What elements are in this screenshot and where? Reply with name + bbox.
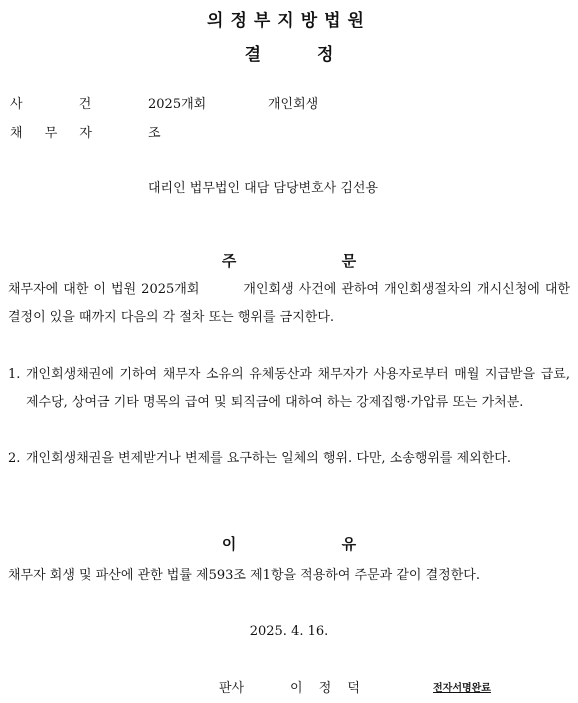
judge-title: 판사 — [219, 681, 245, 696]
document-title: 결정 — [244, 45, 390, 65]
legal-agent: 대리인 법무법인 대담 담당변호사 김선용 — [148, 181, 379, 196]
order-item-2 — [8, 445, 570, 473]
order-item-text: 개인회생채권에 기하여 채무자 소유의 유체동산과 채무자가 사용자로부터 매월 지급받을 급료, 제수당, 상여금 기타 명목의 급여 및 퇴직금에 대하여 하는 강제집행·가압류 또는 가처분. — [26, 367, 570, 410]
judge-name: 이 정 덕 — [290, 681, 360, 696]
case-number: 2025개회 — [148, 97, 207, 112]
order-intro-part2: 개인회생 사건에 관하여 개인회생절차의 개시신청에 대한 결정이 있을 때까지 다음의 각 절차 또는 행위를 금지한다. — [8, 282, 570, 325]
electronic-signature-mark: 전자서명완료 — [433, 683, 491, 694]
debtor-label: 채 무 자 — [10, 126, 92, 141]
case-label: 사 건 — [10, 97, 92, 112]
order-intro-part1: 채무자에 대한 이 법원 2025개회 — [8, 282, 200, 297]
case-name: 개인회생 — [268, 97, 319, 112]
reason-section-title: 이 유 — [221, 535, 407, 553]
order-item-text: 개인회생채권을 변제받거나 변제를 요구하는 일체의 행위. 다만, 소송행위를 제외한다. — [26, 451, 511, 466]
order-item-number: 1. — [8, 367, 21, 382]
order-item-1 — [8, 361, 570, 417]
reason-text: 채무자 회생 및 파산에 관한 법률 제593조 제1항을 적용하여 주문과 같이 결정한다. — [8, 568, 480, 583]
court-name: 의정부지방법원 — [207, 11, 371, 31]
order-intro — [8, 276, 570, 332]
debtor-name: 조 — [148, 126, 161, 141]
order-section-title: 주 문 — [221, 252, 407, 270]
decision-date: 2025. 4. 16. — [249, 624, 329, 639]
order-item-number: 2. — [8, 451, 21, 466]
